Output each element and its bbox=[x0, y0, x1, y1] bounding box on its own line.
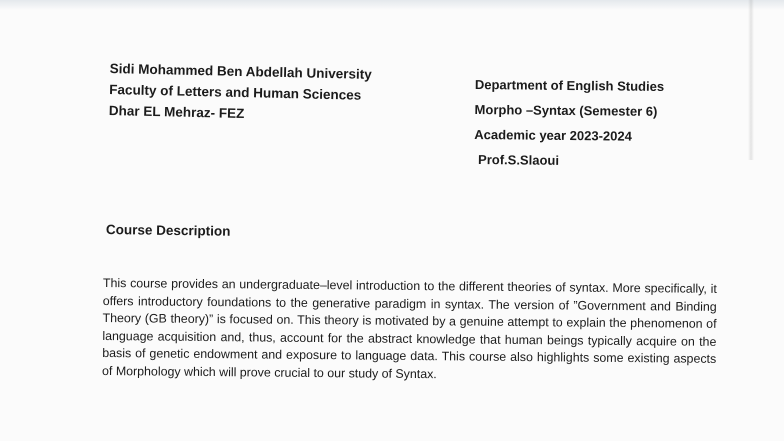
campus-location: Dhar EL Mehraz- FEZ bbox=[108, 102, 245, 122]
department-name: Department of English Studies bbox=[474, 76, 665, 94]
course-description-paragraph: This course provides an undergraduate–level introduction to the different theories of syntax. More specifically, it offers introductory foundations to the generative paradigm in syntax. The version of ”Government and Binding Theory (GB theory)” is focused on. This theory is motivated by a genuine attempt to explain the phenomenon of language acquisition and, thus, account for the abstract knowledge that human beings typically acquire on the basis of genetic endowment and exposure to language data. This course also highlights some existing aspects of Morphology which will prove crucial to our study of Syntax. bbox=[102, 275, 717, 382]
section-title: Course Description bbox=[105, 222, 231, 239]
scan-edge-top bbox=[0, 0, 784, 10]
course-name: Morpho –Syntax (Semester 6) bbox=[474, 101, 658, 119]
scan-edge-right bbox=[748, 0, 754, 160]
university-name: Sidi Mohammed Ben Abdellah University bbox=[109, 60, 372, 82]
course-header bbox=[474, 72, 664, 174]
academic-year: Academic year 2023-2024 bbox=[474, 126, 632, 144]
institution-header bbox=[109, 58, 372, 127]
professor-name: Prof.S.Slaoui bbox=[478, 152, 560, 168]
faculty-name: Faculty of Letters and Human Sciences bbox=[109, 81, 362, 103]
